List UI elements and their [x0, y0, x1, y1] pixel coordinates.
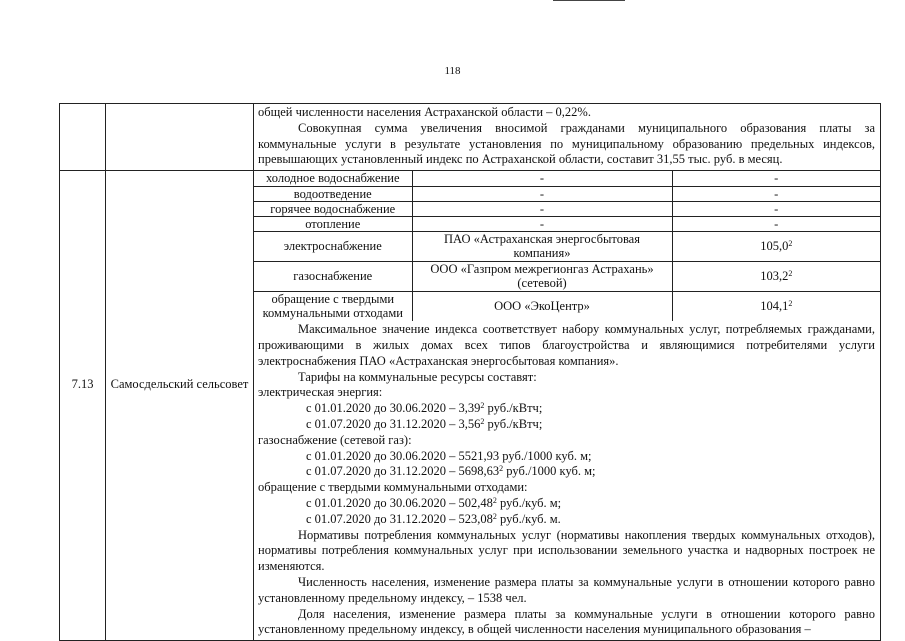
notes-block [254, 321, 880, 640]
continuation-number-cell [60, 104, 106, 171]
service-provider: - [412, 216, 672, 231]
service-row [254, 291, 880, 321]
service-name: горячее водоснабжение [254, 201, 412, 216]
service-index: - [672, 171, 880, 186]
total-increase-paragraph: Совокупная сумма увеличения вносимой гражданами муниципального образования платы за коммунальные услуги в результате установления по муниципальному образованию предельных индексов, превышающих установленный индекс по Астраханской области, составит 31,55 тыс. руб. в месяц. [258, 120, 875, 167]
service-row [254, 186, 880, 201]
service-provider: ООО «ЭкоЦентр» [412, 291, 672, 321]
service-index: - [672, 216, 880, 231]
entry-row [60, 171, 881, 641]
service-name: обращение с твердыми коммунальными отходами [254, 291, 412, 321]
service-name: газоснабжение [254, 261, 412, 291]
service-name: водоотведение [254, 186, 412, 201]
population-paragraph: Численность населения, изменение размера платы за коммунальные услуги в отношении которого равно установленному предельному индексу, – 1538 чел. [258, 574, 875, 605]
service-index: - [672, 201, 880, 216]
service-provider: ООО «Газпром межрегионгаз Астрахань» (сетевой) [412, 261, 672, 291]
service-row [254, 201, 880, 216]
tariff-line: с 01.07.2020 до 31.12.2020 – 5698,63$^2$ руб./1000 куб. м; [306, 464, 596, 479]
service-index: 105,0$^2$ [672, 231, 880, 261]
entry-content-cell [254, 171, 881, 641]
service-index: - [672, 186, 880, 201]
settlement-name: Самосдельский сельсовет [110, 377, 249, 392]
service-provider: - [412, 171, 672, 186]
tariffs-intro: Тарифы на коммунальные ресурсы составят: [298, 369, 537, 384]
max-index-paragraph: Максимальное значение индекса соответствует набору коммунальных услуг, потребляемых гражданами, проживающими в жилых домах всех типов благоустройства и являющимися потребителями услуги электроснабжения ПАО «Астраханская энергосбытовая компания». [258, 322, 875, 368]
service-row [254, 231, 880, 261]
service-provider: - [412, 186, 672, 201]
service-name: электроснабжение [254, 231, 412, 261]
service-name: отопление [254, 216, 412, 231]
continuation-line: общей численности населения Астраханской области – 0,22%. [258, 105, 591, 119]
tariff-line: с 01.07.2020 до 31.12.2020 – 523,08$^2$ руб./куб. м. [306, 511, 561, 526]
services-table [254, 171, 880, 321]
norms-paragraph: Нормативы потребления коммунальных услуг (нормативы накопления твердых коммунальных отходов), нормативы потребления коммунальных услуг при использовании земельного участка и надворных построек не изменяются. [258, 527, 875, 574]
index-table [59, 103, 881, 641]
entry-number: 7.13 [71, 377, 94, 392]
settlement-cell [106, 171, 254, 641]
service-index: 103,2$^2$ [672, 261, 880, 291]
service-row [254, 171, 880, 186]
tariff-line: с 01.01.2020 до 30.06.2020 – 5521,93 руб./1000 куб. м; [306, 448, 592, 463]
share-paragraph: Доля населения, изменение размера платы за коммунальные услуги в отношении которого равно установленному предельному индексу, в общей численности населения муниципального образования – [258, 606, 875, 637]
electric-title: электрическая энергия: [258, 385, 383, 400]
service-row [254, 261, 880, 291]
waste-title: обращение с твердыми коммунальными отходами: [258, 480, 528, 495]
service-row [254, 216, 880, 231]
tariff-line: с 01.01.2020 до 30.06.2020 – 502,48$^2$ руб./куб. м; [306, 495, 562, 510]
gas-title: газоснабжение (сетевой газ): [258, 432, 412, 447]
tariff-line: с 01.01.2020 до 30.06.2020 – 3,39$^2$ руб./кВтч; [306, 401, 543, 416]
page-number: 118 [444, 65, 461, 77]
service-index: 104,1$^2$ [672, 291, 880, 321]
service-provider: - [412, 201, 672, 216]
service-provider: ПАО «Астраханская энергосбытовая компания» [412, 231, 672, 261]
entry-number-cell [60, 171, 106, 641]
service-name: холодное водоснабжение [254, 171, 412, 186]
continuation-text-cell [254, 104, 881, 171]
top-rule [553, 0, 625, 1]
continuation-row [60, 104, 881, 171]
continuation-settlement-cell [106, 104, 254, 171]
tariff-line: с 01.07.2020 до 31.12.2020 – 3,56$^2$ руб./кВтч; [306, 416, 543, 431]
